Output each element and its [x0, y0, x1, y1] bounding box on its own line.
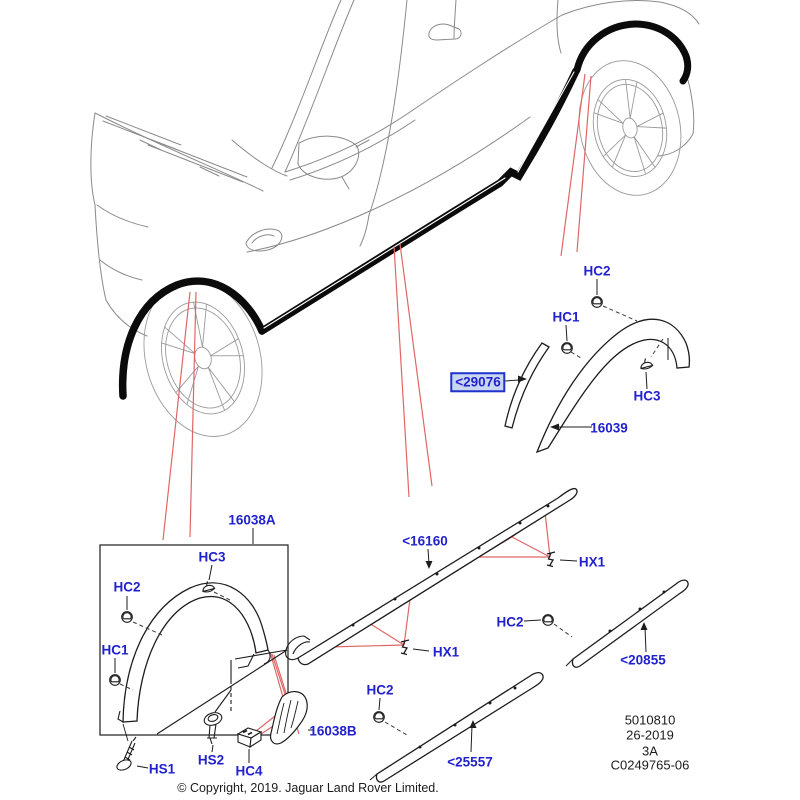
label-hc1-box[interactable]: HC1 — [101, 642, 129, 658]
hc1-nut-icon-box — [110, 675, 121, 686]
label-hc3-rear[interactable]: HC3 — [633, 388, 661, 404]
label-hc2-rear[interactable]: HC2 — [583, 263, 611, 279]
hx1-pin-icon-lower — [401, 640, 409, 655]
label-part-16038a[interactable]: 16038A — [228, 512, 276, 528]
label-hx1-lower[interactable]: HX1 — [432, 644, 460, 660]
part-16038b-shape[interactable] — [271, 692, 308, 744]
part-16038a-shape[interactable] — [123, 583, 268, 722]
label-part-25557[interactable]: <25557 — [447, 754, 493, 770]
plate-issue-date: 26-2019 — [626, 727, 674, 743]
label-hs2[interactable]: HS2 — [197, 752, 225, 768]
front-arch-box-group — [100, 545, 288, 735]
hc4-boxclip-icon — [238, 728, 261, 747]
part-29076-shape[interactable] — [505, 343, 549, 428]
car-illustration — [91, 0, 699, 451]
label-hx1-upper[interactable]: HX1 — [578, 554, 606, 570]
hc2-nut-icon-bottom — [374, 712, 385, 723]
label-hc2-bottom[interactable]: HC2 — [366, 682, 394, 698]
nut-icons — [110, 297, 606, 723]
label-hc3-box[interactable]: HC3 — [198, 549, 226, 565]
plate-revision: 3A — [642, 743, 658, 759]
hs2-pushpin-icon — [203, 711, 224, 744]
front-wheel — [126, 265, 280, 450]
label-part-16038b[interactable]: 16038B — [309, 723, 357, 739]
hc3-clip-icon-rear — [639, 357, 653, 370]
label-hc4[interactable]: HC4 — [235, 763, 263, 779]
car-bold-mouldings — [123, 24, 688, 396]
hs1-screw-icon — [115, 724, 136, 772]
label-hc1-rear[interactable]: HC1 — [552, 309, 580, 325]
rear-wheel — [567, 51, 693, 205]
hc1-nut-icon-rear — [562, 343, 573, 354]
label-hc2-mid[interactable]: HC2 — [496, 614, 524, 630]
red-callout-lines — [163, 74, 591, 739]
label-part-20855[interactable]: <20855 — [620, 652, 666, 668]
hc2-nut-icon-rear — [592, 297, 603, 308]
label-part-29076-selected[interactable]: <29076 — [450, 372, 505, 392]
label-part-16160[interactable]: <16160 — [402, 533, 448, 549]
label-hc2-box[interactable]: HC2 — [113, 579, 141, 595]
label-hs1[interactable]: HS1 — [148, 761, 176, 777]
side-mirror — [298, 136, 369, 189]
copyright-notice: © Copyright, 2019. Jaguar Land Rover Limited. — [177, 781, 439, 795]
plate-figure-number: 5010810 — [624, 712, 676, 728]
pin-icons — [401, 552, 555, 655]
hx1-pin-icon-upper — [547, 552, 555, 567]
plate-drawing-code: C0249765-06 — [610, 757, 690, 773]
hc2-nut-icon-mid — [543, 615, 554, 626]
hc2-nut-icon-box — [122, 612, 133, 623]
label-part-16039[interactable]: 16039 — [590, 420, 628, 436]
part-16160-shape[interactable] — [298, 489, 577, 665]
bracket-16038b-group — [271, 692, 308, 744]
